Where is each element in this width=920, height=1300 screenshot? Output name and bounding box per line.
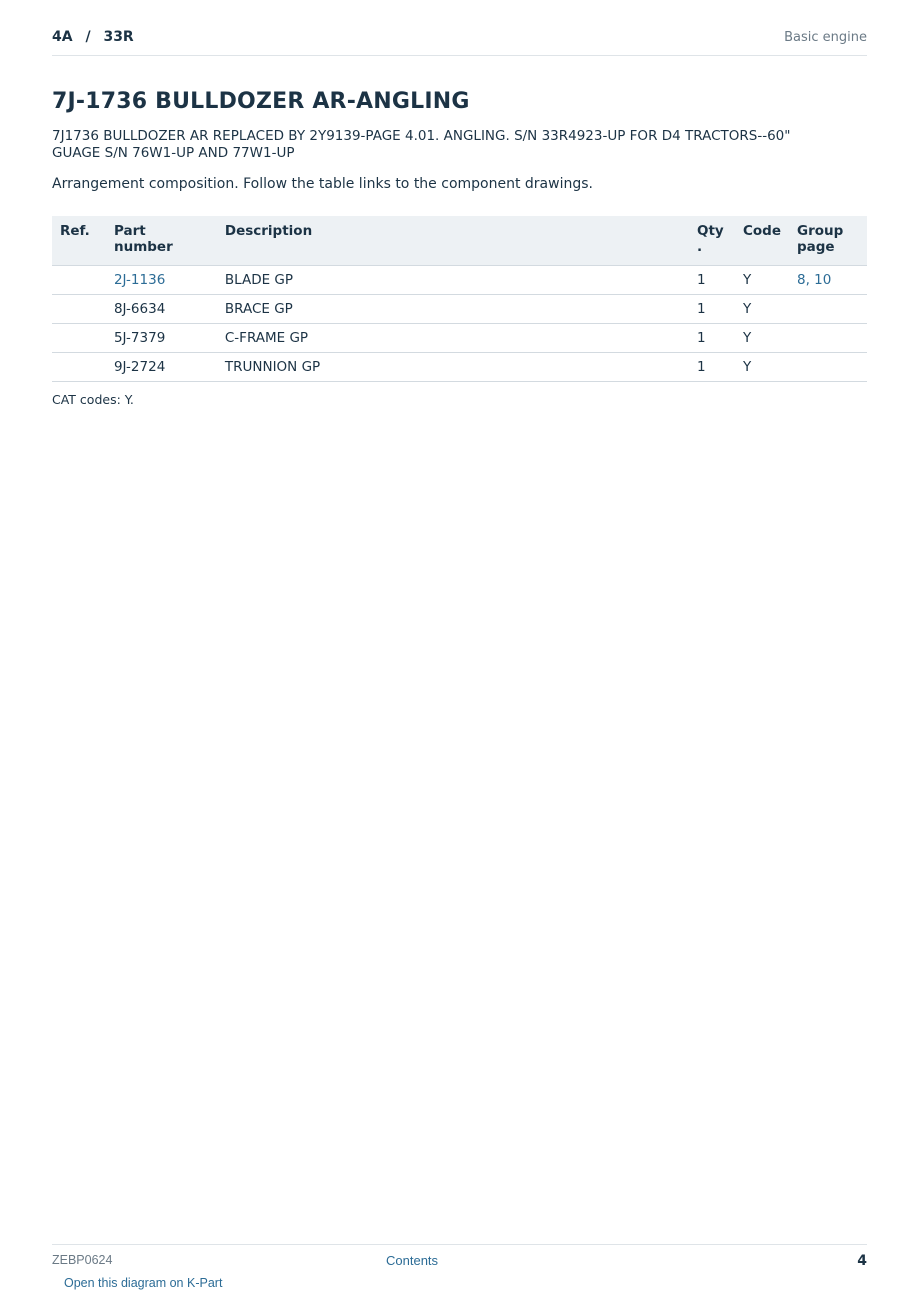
cell-qty: 1 <box>689 324 735 353</box>
column-header-description: Description <box>217 216 689 266</box>
page-number: 4 <box>857 1253 867 1269</box>
cell-code: Y <box>735 324 789 353</box>
table-row <box>52 324 867 353</box>
table-row <box>52 295 867 324</box>
breadcrumb <box>52 29 134 45</box>
breadcrumb-item[interactable]: 33R <box>103 29 134 45</box>
cell-qty: 1 <box>689 295 735 324</box>
column-header-part-number: Part number <box>106 216 217 266</box>
parts-table <box>52 216 867 382</box>
contents-link[interactable]: Contents <box>386 1253 439 1268</box>
table-row <box>52 353 867 382</box>
cell-ref <box>52 353 106 382</box>
cell-code: Y <box>735 353 789 382</box>
breadcrumb-item[interactable]: 4A <box>52 29 73 45</box>
cell-ref <box>52 295 106 324</box>
cell-code: Y <box>735 295 789 324</box>
cell-part-number: 8J-6634 <box>106 295 217 324</box>
cell-group-page <box>789 295 867 324</box>
group-page-link[interactable]: 8, 10 <box>789 266 867 295</box>
cell-group-page <box>789 353 867 382</box>
arrangement-description: 7J1736 BULLDOZER AR REPLACED BY 2Y9139-PAGE 4.01. ANGLING. S/N 33R4923-UP FOR D4 TRACTORS--60" GUAGE S/N 76W1-UP AND 77W1-UP <box>52 128 791 161</box>
cell-ref <box>52 266 106 295</box>
cell-part-number: 9J-2724 <box>106 353 217 382</box>
column-header-ref: Ref. <box>52 216 106 266</box>
open-in-kpart-link[interactable]: Open this diagram on K-Part <box>64 1276 223 1290</box>
cell-description: C-FRAME GP <box>217 324 689 353</box>
column-header-group-page: Group page <box>789 216 867 266</box>
cell-ref <box>52 324 106 353</box>
document-id: ZEBP0624 <box>52 1253 113 1267</box>
page-title: 7J-1736 BULLDOZER AR-ANGLING <box>52 89 470 114</box>
cell-part-number: 5J-7379 <box>106 324 217 353</box>
page-footer <box>52 1244 867 1275</box>
column-header-qty: Qty . <box>689 216 735 266</box>
breadcrumb-separator: / <box>85 29 91 45</box>
cell-qty: 1 <box>689 353 735 382</box>
cell-description: BLADE GP <box>217 266 689 295</box>
page-header <box>52 28 867 56</box>
table-header-row <box>52 216 867 266</box>
table-row <box>52 266 867 295</box>
arrangement-note: Arrangement composition. Follow the table links to the component drawings. <box>52 176 593 192</box>
cell-description: TRUNNION GP <box>217 353 689 382</box>
cell-group-page <box>789 324 867 353</box>
column-header-code: Code <box>735 216 789 266</box>
part-number-link[interactable]: 2J-1136 <box>106 266 217 295</box>
cell-code: Y <box>735 266 789 295</box>
section-name: Basic engine <box>784 30 867 45</box>
cell-description: BRACE GP <box>217 295 689 324</box>
cat-codes-note: CAT codes: Y. <box>52 392 134 407</box>
cell-qty: 1 <box>689 266 735 295</box>
